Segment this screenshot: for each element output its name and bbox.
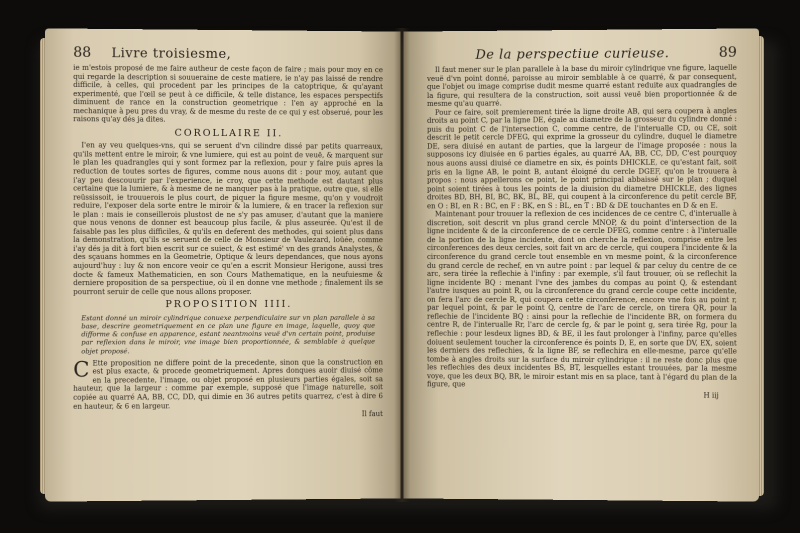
right-running-head bbox=[427, 45, 737, 64]
catchword: Il faut bbox=[361, 410, 383, 419]
left-running-title: Livre troisiesme, bbox=[111, 46, 232, 63]
proposition-paragraph bbox=[73, 358, 383, 411]
left-page bbox=[45, 28, 401, 501]
right-running-title: De la perspectiue curieuse. bbox=[475, 46, 670, 63]
proposition-statement: Estant donné un miroir cylindrique conuexe perpendiculaire sur vn plan parallele à sa base, descrire geometriquement en ce plan une figure en image, laquelle, quoy que difforme & confuse en apparence, estant neantmoins veuë d'vn certain point, produise par reflexion dans le miroir, vne image bien proportionnée, & semblable à quelque objet proposé. bbox=[81, 313, 376, 356]
right-paragraph-2: Pour ce faire, soit premierement tirée la ligne droite AB, qui sera coupera à angles droits au point C, par la ligne DE, égale au diametre de la grosseur du cylindre donné : puis du point C de l'intersection C, comme centre, de l'interualle CD, ou CE, soit descrit le petit cercle DFEG, qui exprime la grosseur du cylindre, duquel le diametre DE, sera diuisé en autant de parties, que la largeur de l'image proposée : nous la supposons icy diuisée en 6 parties égales, au quarré AA, BB, CC, DD, C'est pourquoy nous auons aussi diuisé ce diametre en six, és points DHICKLE, ce qu'estant fait, soit pris en la ligne AB, le point B, autant éloigné du cercle DGEF, qu'on le trouuera à propos : nous appellerons ce point, le point principal abbaissé sur le plan ; duquel point soient tirées à tous les points de la diuision du diametre DHICKLE, des lignes droites BD, BH, BI, BC, BK, BL, BE, qui coupent à la circonference du petit cercle BF, en O : BI, en R : BC, en F : BK, en S : BL, en T : BD & DE touchantes en D & en E. bbox=[427, 106, 737, 211]
right-paragraph-3: Maintenant pour trouuer la reflexion de ces incidences de ce centre C, d'interualle à discretion, soit descrit vn plus grand cercle MNOP, & du point d'intersection de la ligne incidente & de la circonference de ce cercle DFEG, comme centre : à l'interualle de la portion de la ligne incidente, dont on cherche la reflexion, comprise entre les circonferences des deux cercles, soit fait vn arc de cercle, qui coupera l'incidente & la circonference du grand cercle tout ensemble en vn mesme point, & la circonference du grand cercle de rechef, en vn autre point : par lequel & par celuy du centre de ce arc, sera tirée la reflechie à l'infiny : par exemple, s'il faut trouuer, où se reflechit la ligne incidente BQ : menant l'vne des jambes du compas au point Q, & estendant l'autre iusques au point R, ou la circonference du grand cercle coupe cette incidente, on fera l'arc de cercle R, qui coupera cette circonference, encore vne fois au point r, par lequel point, & par le point Q, centre de l'arc de cercle, on tirera QR, pour la reflechie de l'incidente BQ : ainsi pour la reflechie de l'incidente BR, on formera du centre R, de l'interualle Rr, l'arc de cercle fg, & par le point g, sera tirée Rg, pour la reflechie : pour lesdeux lignes BD, & BE, il les faut prolonger à l'infiny, parce qu'elles doiuent seulement toucher la circonference és points D, E, en sorte que DV, EX, soient les derniers des reflechies, & la ligne BF, se reflechira en elle-mesme, parce qu'elle tombe à angles droits sur la surface du miroir cylindrique : il ne reste donc plus que les reflechies des deux incidentes BS, BT, lesquelles estant trouuées, par la mesme voye, que les deux BQ, BR, le miroir estant mis en sa place, tant à l'égard du plan de la figure, que bbox=[427, 209, 737, 389]
left-running-head bbox=[73, 45, 383, 64]
proposition-heading: PROPOSITION IIII. bbox=[165, 299, 293, 311]
right-page bbox=[403, 28, 759, 501]
left-intro-paragraph: ie m'estois proposé de me faire autheur de ceste façon de faire ; mais pour moy en ce qui regarde la description si souueraine de ceste matiere, ie n'ay pas laissé de rendre difficile, à celles, qui procedent par les principes de la catoptrique, & qu'ayant experimenté, que l'œil se peut à ce difficile, & telle distance, les espaces perspectifs diminuent de rance en la construction geometrique : l'en ay approché en la mechanique à peu pres du vray, & de mesme du reste de ce qui y est obserué, pour les raisons qu'ay dés ja dites. bbox=[73, 63, 383, 124]
proposition-body: Ette proposition ne differe point de la precedente, sinon que la construction en est plus exacte, & procede geometriquement. Apres donques auoir diuisé côme en la precedente, l'image, ou objet proposé en plusieurs parties égales, soit sa hauteur, que la largeur : comme par exemple, supposé que l'image naturelle, soit copiée au quarré AA, BB, CC, DD, qui dimie en 36 autres petits quarrez, c'est à dire 6 en hauteur, & 6 en largeur. bbox=[73, 358, 383, 411]
corollary-heading: COROLLAIRE II. bbox=[174, 127, 284, 140]
book-gutter bbox=[394, 28, 410, 502]
left-page-number: 88 bbox=[73, 44, 92, 61]
signature-mark: H iij bbox=[703, 391, 719, 400]
right-page-number: 89 bbox=[718, 44, 737, 61]
right-paragraph-1: Il faut mener sur le plan parallele à la base du miroir cylindrique vne figure, laquelle veuë d'vn point donné, paroisse au miroir semblable à ce quarré, & par consequent, que l'objet ou image comprise dudit mesme quarré estant reduite aux quadrangles de la figure, qui resultera de la construction, soit aussi veuë bien proportionnée & de mesme qu'au quarré. bbox=[427, 63, 737, 109]
drop-cap: C bbox=[73, 357, 90, 382]
corollary-paragraph: I'en ay veu quelques-vns, qui se seruent d'vn cilindre dissé par petits quarreaux, qu'ils mettent entre le miroir, & vne lumiere, qui est au point de veuë, & marquent sur le plan les quadrangles qui y sont formez par la reflexion, pour y faire puis apres la reduction de toutes sortes de figures, comme nous auons dit : pour moy, autant que i'ay peu descouurir par l'experience, ie croy, que cette methode est dautant plus certaine que la lumiere, & à mesme de ne manquer pas à la pratique, outre que, si elle reüssissoit, ie trouuerois le plus court, de piquer la figure mesme, qu'on y voudroit reduire, l'exposer dela sorte entre le miroir & la lumiere, & en tracer la reflexion sur le plan : mais ie conseillerois plustost de ne s'y pas amuser, d'autant que la maniere que nous venons de donner est beaucoup plus facile, & plus asseurée. Qu'est il de faisable pas les plus difficiles, & qu'ils en deferent des methodes, qui soient plus dans la demonstration, qu'ils se seruent de celle de Monsieur de Vaulezard, loüée, comme i'ay dés ja dit à fort bien escrit sur ce suiect, & est estimé' vn des grands Analystes, & des sçauans hommes en la Geometrie, Optique & leurs dependances, que nous ayons aujourd'huy : luy & non encore veoir ce qu'en a escrit Monsieur Herigone, aussi tres docte & fameux Mathematicien, en son Cours Mathematique, en la neufuiesme & derniere proposition de sa perspectiue, où il en donne vne methode ; finalement ils se pourront seruir de celle que nous allons proposer. bbox=[73, 141, 383, 296]
